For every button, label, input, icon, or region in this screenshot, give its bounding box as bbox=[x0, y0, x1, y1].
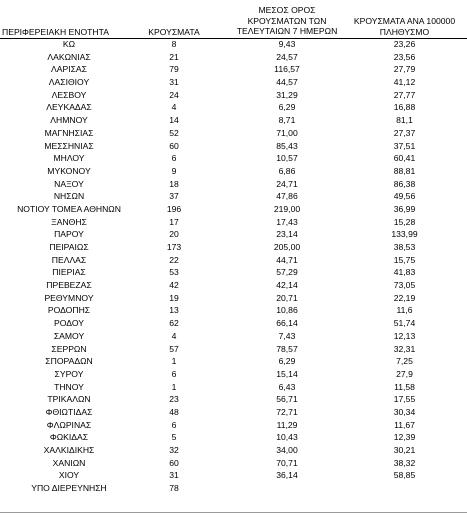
region-cell: ΛΕΣΒΟΥ bbox=[51, 89, 87, 100]
table-row bbox=[0, 343, 467, 356]
region-cell: ΚΩ bbox=[62, 39, 76, 49]
per100k-cell: 22,19 bbox=[393, 292, 416, 303]
region-cell: ΣΥΡΟΥ bbox=[54, 368, 84, 379]
cases-cell: 19 bbox=[169, 292, 179, 303]
table-row bbox=[0, 89, 467, 102]
region-cell: ΛΕΥΚΑΔΑΣ bbox=[46, 102, 92, 113]
region-cell: ΜΗΛΟΥ bbox=[53, 153, 85, 164]
avg7-cell: 116,57 bbox=[274, 64, 300, 75]
region-cell: ΧΑΝΙΩΝ bbox=[52, 457, 86, 468]
per100k-cell: 86,38 bbox=[393, 178, 416, 189]
avg7-cell: 56,71 bbox=[276, 394, 298, 405]
avg7-cell: 7,43 bbox=[278, 330, 296, 341]
avg7-cell: 20,71 bbox=[276, 292, 298, 303]
table-row bbox=[0, 127, 467, 140]
avg7-cell: 24,71 bbox=[276, 178, 298, 189]
cases-cell: 20 bbox=[169, 229, 179, 240]
avg7-cell: 34,00 bbox=[276, 445, 298, 455]
avg7-cell: 9,43 bbox=[278, 39, 296, 49]
table-row bbox=[0, 304, 467, 317]
region-cell: ΡΟΔΟΠΗΣ bbox=[47, 305, 91, 316]
avg7-cell: 72,71 bbox=[276, 406, 298, 417]
region-cell: ΦΩΚΙΔΑΣ bbox=[49, 432, 89, 443]
table-row bbox=[0, 241, 467, 254]
cases-cell: 8 bbox=[171, 39, 177, 49]
cases-cell: 52 bbox=[169, 127, 179, 138]
avg7-cell: 42,14 bbox=[276, 280, 298, 291]
avg7-cell: 17,43 bbox=[276, 216, 298, 227]
cases-cell: 9 bbox=[171, 165, 177, 176]
avg7-cell: 31,29 bbox=[276, 89, 298, 100]
cases-cell: 18 bbox=[169, 178, 179, 189]
cases-cell: 13 bbox=[169, 305, 179, 316]
avg7-cell: 15,14 bbox=[276, 368, 298, 379]
region-cell: ΠΕΙΡΑΙΩΣ bbox=[49, 242, 89, 252]
per100k-cell: 41,12 bbox=[393, 77, 416, 88]
header-per-100k bbox=[342, 16, 467, 37]
table-row bbox=[0, 381, 467, 394]
table-row bbox=[0, 317, 467, 330]
per100k-cell: 16,88 bbox=[393, 102, 416, 113]
cases-cell: 60 bbox=[169, 140, 179, 151]
per100k-cell: 38,53 bbox=[393, 242, 416, 252]
per100k-cell: 12,13 bbox=[393, 330, 416, 341]
region-cell: ΞΑΝΘΗΣ bbox=[51, 216, 87, 227]
avg7-cell: 85,43 bbox=[276, 140, 298, 151]
per100k-cell: 11,58 bbox=[394, 381, 415, 392]
table-bottom-border bbox=[0, 512, 467, 513]
region-cell: ΤΡΙΚΑΛΩΝ bbox=[47, 394, 91, 405]
table-row bbox=[0, 63, 467, 76]
header-avg-line-1: ΜΕΣΟΣ ΟΡΟΣ bbox=[258, 5, 316, 15]
region-cell: ΥΠΟ ΔΙΕΡΕΥΝΗΣΗ bbox=[31, 483, 107, 494]
cases-cell: 62 bbox=[169, 318, 179, 329]
per100k-cell: 11,67 bbox=[394, 419, 415, 430]
avg7-cell: 47,86 bbox=[276, 191, 298, 202]
per100k-cell: 133,99 bbox=[391, 229, 418, 240]
avg7-cell: 71,00 bbox=[276, 127, 298, 138]
per100k-cell: 49,56 bbox=[393, 191, 416, 202]
cases-cell: 6 bbox=[171, 419, 177, 430]
cases-cell: 31 bbox=[169, 470, 179, 481]
region-cell: ΠΙΕΡΙΑΣ bbox=[52, 267, 86, 278]
region-cell: ΜΕΣΣΗΝΙΑΣ bbox=[44, 140, 94, 151]
region-cell: ΠΕΛΛΑΣ bbox=[51, 254, 87, 265]
cases-cell: 6 bbox=[171, 153, 177, 164]
per100k-cell: 51,74 bbox=[393, 318, 416, 329]
avg7-cell: 6,29 bbox=[278, 102, 296, 113]
per100k-cell: 23,56 bbox=[393, 51, 416, 62]
cases-cell: 5 bbox=[171, 432, 177, 443]
avg7-cell: 44,57 bbox=[276, 77, 298, 88]
region-cell: ΡΟΔΟΥ bbox=[54, 318, 84, 329]
table-row bbox=[0, 114, 467, 127]
cases-cell: 24 bbox=[169, 89, 179, 100]
region-cell: ΣΕΡΡΩΝ bbox=[51, 343, 87, 354]
table-row bbox=[0, 266, 467, 279]
per100k-cell: 32,31 bbox=[393, 343, 416, 354]
per100k-cell: 27,79 bbox=[393, 64, 416, 75]
per100k-cell: 58,85 bbox=[393, 470, 416, 481]
header-per100k-line-1: ΚΡΟΥΣΜΑΤΑ ΑΝΑ 100000 bbox=[353, 16, 456, 26]
table-row bbox=[0, 178, 467, 191]
cases-cell: 4 bbox=[171, 102, 177, 113]
table-row bbox=[0, 165, 467, 178]
avg7-cell: 205,00 bbox=[273, 242, 301, 252]
per100k-cell: 36,99 bbox=[393, 203, 416, 214]
cases-cell: 42 bbox=[169, 280, 179, 291]
cases-cell: 1 bbox=[171, 356, 177, 367]
avg7-cell: 78,57 bbox=[276, 343, 298, 354]
avg7-cell: 10,57 bbox=[276, 153, 298, 164]
region-cell: ΣΑΜΟΥ bbox=[53, 330, 85, 341]
region-cell: ΛΗΜΝΟΥ bbox=[50, 115, 88, 126]
per100k-cell: 88,81 bbox=[393, 165, 416, 176]
per100k-cell: 38,32 bbox=[393, 457, 416, 468]
cases-cell: 22 bbox=[169, 254, 179, 265]
avg7-cell: 11,29 bbox=[276, 419, 298, 430]
header-avg-line-3: ΤΕΛΕΥΤΑΙΩΝ 7 ΗΜΕΡΩΝ bbox=[236, 26, 338, 36]
region-cell: ΝΑΞΟΥ bbox=[54, 178, 84, 189]
cases-cell: 78 bbox=[169, 483, 179, 494]
per100k-cell: 60,41 bbox=[393, 153, 416, 164]
cases-cell: 173 bbox=[166, 242, 182, 252]
table-row bbox=[0, 254, 467, 267]
table-row bbox=[0, 76, 467, 89]
header-avg-7-days bbox=[232, 5, 342, 37]
cases-cell: 17 bbox=[169, 216, 179, 227]
region-cell: ΧΙΟΥ bbox=[58, 470, 80, 481]
avg7-cell: 57,29 bbox=[276, 267, 298, 278]
region-cell: ΤΗΝΟΥ bbox=[54, 381, 84, 392]
table-row bbox=[0, 406, 467, 419]
table-row bbox=[0, 330, 467, 343]
cases-cell: 37 bbox=[169, 191, 179, 202]
region-cell: ΝΗΣΩΝ bbox=[53, 191, 85, 202]
cases-cell: 6 bbox=[171, 368, 177, 379]
avg7-cell: 8,71 bbox=[278, 115, 296, 126]
avg7-cell: 36,14 bbox=[276, 470, 298, 481]
table-row bbox=[0, 203, 467, 216]
cases-cell: 14 bbox=[169, 115, 179, 126]
table-header bbox=[0, 0, 467, 39]
table-row bbox=[0, 368, 467, 381]
region-cell: ΛΑΣΙΘΙΟΥ bbox=[48, 77, 90, 88]
avg7-cell: 70,71 bbox=[276, 457, 298, 468]
cases-cell: 196 bbox=[166, 203, 182, 214]
table-row bbox=[0, 190, 467, 203]
table-row bbox=[0, 393, 467, 406]
avg7-cell: 6,43 bbox=[278, 381, 296, 392]
per100k-cell: 15,28 bbox=[393, 216, 416, 227]
avg7-cell: 66,14 bbox=[276, 318, 298, 329]
table-row bbox=[0, 140, 467, 153]
cases-cell: 60 bbox=[169, 457, 179, 468]
avg7-cell: 23,14 bbox=[276, 229, 298, 240]
per100k-cell: 7,25 bbox=[396, 356, 413, 367]
table-row bbox=[0, 355, 467, 368]
table-body bbox=[0, 38, 467, 495]
per100k-cell: 27,77 bbox=[393, 89, 416, 100]
table-row bbox=[0, 279, 467, 292]
region-cell: ΧΑΛΚΙΔΙΚΗΣ bbox=[43, 445, 95, 455]
per100k-cell: 15,75 bbox=[393, 254, 416, 265]
table-row bbox=[0, 228, 467, 241]
region-cell: ΠΡΕΒΕΖΑΣ bbox=[46, 280, 92, 291]
table-row bbox=[0, 482, 467, 495]
avg7-cell: 24,57 bbox=[276, 51, 298, 62]
header-cases: ΚΡΟΥΣΜΑΤΑ bbox=[148, 27, 200, 37]
table-row bbox=[0, 51, 467, 64]
region-cell: ΦΘΙΩΤΙΔΑΣ bbox=[45, 406, 93, 417]
cases-cell: 53 bbox=[169, 267, 179, 278]
region-cell: ΦΛΩΡΙΝΑΣ bbox=[46, 419, 92, 430]
region-cell: ΣΠΟΡΑΔΩΝ bbox=[45, 356, 93, 367]
avg7-cell: 6,86 bbox=[278, 165, 296, 176]
header-region: ΠΕΡΙΦΕΡΕΙΑΚΗ ΕΝΟΤΗΤΑ bbox=[2, 27, 109, 37]
region-cell: ΠΑΡΟΥ bbox=[54, 229, 84, 240]
table-row bbox=[0, 419, 467, 432]
table-row bbox=[0, 38, 467, 51]
cases-cell: 57 bbox=[169, 343, 179, 354]
table-row bbox=[0, 431, 467, 444]
table-row bbox=[0, 457, 467, 470]
avg7-cell: 219,00 bbox=[273, 203, 301, 214]
cases-cell: 1 bbox=[171, 381, 177, 392]
avg7-cell: 6,29 bbox=[278, 356, 296, 367]
table-row bbox=[0, 469, 467, 482]
avg7-cell: 10,43 bbox=[276, 432, 298, 443]
region-cell: ΛΑΡΙΣΑΣ bbox=[51, 64, 87, 75]
region-cell: ΛΑΚΩΝΙΑΣ bbox=[47, 51, 91, 62]
per100k-cell: 27,9 bbox=[396, 368, 413, 379]
cases-cell: 21 bbox=[169, 51, 179, 62]
cases-cell: 32 bbox=[169, 445, 179, 455]
per100k-cell: 41,83 bbox=[393, 267, 416, 278]
region-cell: ΡΕΘΥΜΝΟΥ bbox=[44, 292, 94, 303]
per100k-cell: 11,6 bbox=[396, 305, 413, 316]
cases-cell: 31 bbox=[169, 77, 179, 88]
table-row bbox=[0, 444, 467, 457]
per100k-cell: 30,34 bbox=[393, 406, 416, 417]
table-row bbox=[0, 152, 467, 165]
header-avg-line-2: ΚΡΟΥΣΜΑΤΩΝ ΤΩΝ bbox=[247, 15, 327, 26]
table-row bbox=[0, 292, 467, 305]
per100k-cell: 17,55 bbox=[393, 394, 416, 405]
cases-cell: 79 bbox=[169, 64, 179, 75]
cases-cell: 23 bbox=[169, 394, 179, 405]
table-row bbox=[0, 101, 467, 114]
per100k-cell: 37,51 bbox=[393, 140, 416, 151]
per100k-cell: 23,26 bbox=[393, 39, 416, 49]
table-row bbox=[0, 216, 467, 229]
per100k-cell: 73,05 bbox=[393, 280, 416, 291]
per100k-cell: 81,1 bbox=[396, 115, 413, 126]
per100k-cell: 27,37 bbox=[393, 127, 416, 138]
header-per100k-line-2: ΠΛΗΘΥΣΜΟ bbox=[379, 26, 430, 37]
per100k-cell: 12,39 bbox=[393, 432, 416, 443]
region-cell: ΜΑΓΝΗΣΙΑΣ bbox=[44, 127, 94, 138]
per100k-cell: 30,21 bbox=[393, 445, 416, 455]
region-cell: ΝΟΤΙΟΥ ΤΟΜΕΑ ΑΘΗΝΩΝ bbox=[17, 203, 121, 214]
region-cell: ΜΥΚΟΝΟΥ bbox=[47, 165, 91, 176]
cases-cell: 4 bbox=[171, 330, 177, 341]
cases-cell: 48 bbox=[169, 406, 179, 417]
avg7-cell: 10,86 bbox=[276, 305, 298, 316]
avg7-cell: 44,71 bbox=[276, 254, 298, 265]
